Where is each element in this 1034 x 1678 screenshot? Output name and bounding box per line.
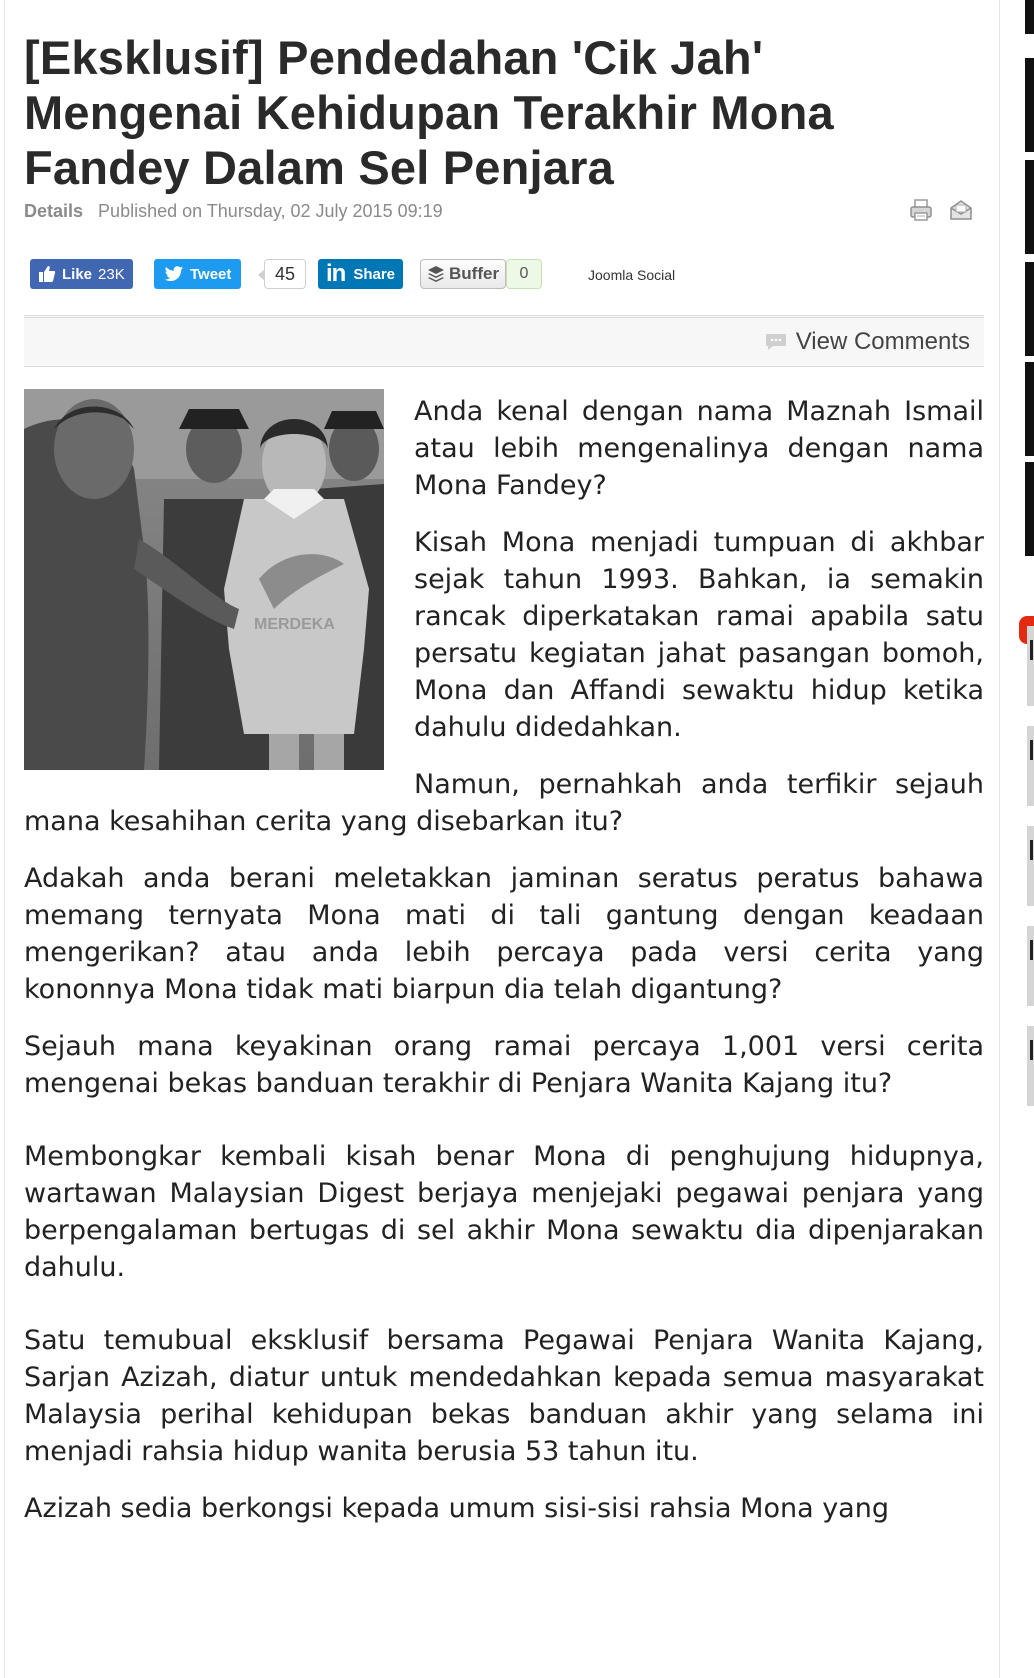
comment-bubble-icon (764, 332, 788, 352)
article (24, 30, 984, 1547)
paragraph: Azizah sedia berkongsi kepada umum sisi-sisi rahsia Mona yang (24, 1493, 889, 1524)
buffer-button[interactable] (420, 259, 506, 289)
share-bar (24, 251, 984, 311)
sidebar-item[interactable] (1027, 926, 1034, 1006)
tweet-button[interactable] (154, 259, 241, 289)
view-comments-link[interactable] (764, 328, 970, 356)
sidebar-thumb[interactable] (1025, 58, 1034, 152)
sidebar-item[interactable] (1027, 726, 1034, 806)
article-title: [Eksklusif] Pendedahan 'Cik Jah' Mengenai Kehidupan Terakhir Mona Fandey Dalam Sel Penjara (24, 31, 834, 194)
article-meta (24, 201, 984, 231)
printer-icon[interactable] (908, 197, 934, 223)
tweet-count: 45 (264, 259, 306, 289)
sidebar-item[interactable] (1027, 826, 1034, 906)
paragraph: Namun, pernahkah anda terfikir sejauh mana kesahihan cerita yang disebarkan itu? (24, 769, 984, 837)
facebook-like-button[interactable] (30, 259, 133, 289)
buffer-stack-icon (427, 265, 445, 283)
tweet-label: Tweet (190, 265, 232, 283)
linkedin-icon: in (326, 260, 346, 287)
sidebar-thumb[interactable] (1025, 160, 1034, 254)
sidebar-item[interactable] (1027, 1026, 1034, 1106)
twitter-bird-icon (164, 266, 184, 283)
paragraph: Satu temubual eksklusif bersama Pegawai Penjara Wanita Kajang, Sarjan Azizah, diatur untuk mendedahkan kepada semua masyarakat Malaysia perihal kehidupan bekas banduan akhir yang selama ini menjadi rahsia hidup wanita berusia 53 tahun itu. (24, 1325, 984, 1467)
envelope-icon[interactable] (948, 197, 974, 223)
sidebar-thumb[interactable] (1025, 0, 1034, 34)
joomla-social-link[interactable]: Joomla Social (588, 267, 676, 283)
paragraph: Membongkar kembali kisah benar Mona di penghujung hidupnya, wartawan Malaysian Digest berjaya menjejaki pegawai penjara yang berpengalaman bertugas di sel akhir Mona sewaktu dia dipenjarakan dahulu. (24, 1141, 984, 1283)
comments-bar (24, 315, 984, 367)
details-label: Details (24, 201, 84, 221)
paragraph: Adakah anda berani meletakkan jaminan seratus peratus bahawa memang ternyata Mona mati di tali gantung dengan keadaan mengerikan? atau anda lebih percaya pada versi cerita yang kononnya Mona tidak mati biarpun dia telah digantung? (24, 863, 984, 1005)
thumbs-up-icon (38, 265, 56, 283)
linkedin-share-button[interactable] (318, 259, 403, 289)
like-label: Like (62, 265, 93, 283)
paragraph: Anda kenal dengan nama Maznah Ismail atau lebih mengenalinya dengan nama Mona Fandey? (414, 396, 984, 501)
buffer-count: 0 (506, 259, 542, 289)
article-tools (908, 197, 974, 223)
linkedin-label: Share (353, 265, 396, 283)
buffer-label: Buffer (449, 264, 500, 283)
sidebar-thumb[interactable] (1025, 462, 1034, 556)
paragraph: Sejauh mana keyakinan orang ramai percaya 1,001 versi cerita mengenai bekas banduan terakhir di Penjara Wanita Kajang itu? (24, 1031, 984, 1099)
sidebar-thumb[interactable] (1025, 262, 1034, 356)
published-date: Published on Thursday, 02 July 2015 09:19 (98, 201, 443, 221)
sidebar-thumb[interactable] (1025, 362, 1034, 456)
svg-text:MERDEKA: MERDEKA (254, 616, 335, 633)
like-count: 23K (98, 265, 125, 283)
paragraph: Kisah Mona menjadi tumpuan di akhbar sejak tahun 1993. Bahkan, ia semakin rancak diperkatakan ramai apabila satu persatu kegiatan jahat pasangan bomoh, Mona dan Affandi sewaktu hidup ketika dahulu didedahkan. (414, 527, 984, 743)
article-photo (24, 389, 384, 770)
article-body (24, 393, 984, 1527)
sidebar-edge[interactable] (1018, 0, 1034, 1678)
view-comments-label: View Comments (795, 328, 970, 355)
sidebar-item[interactable] (1027, 626, 1034, 706)
